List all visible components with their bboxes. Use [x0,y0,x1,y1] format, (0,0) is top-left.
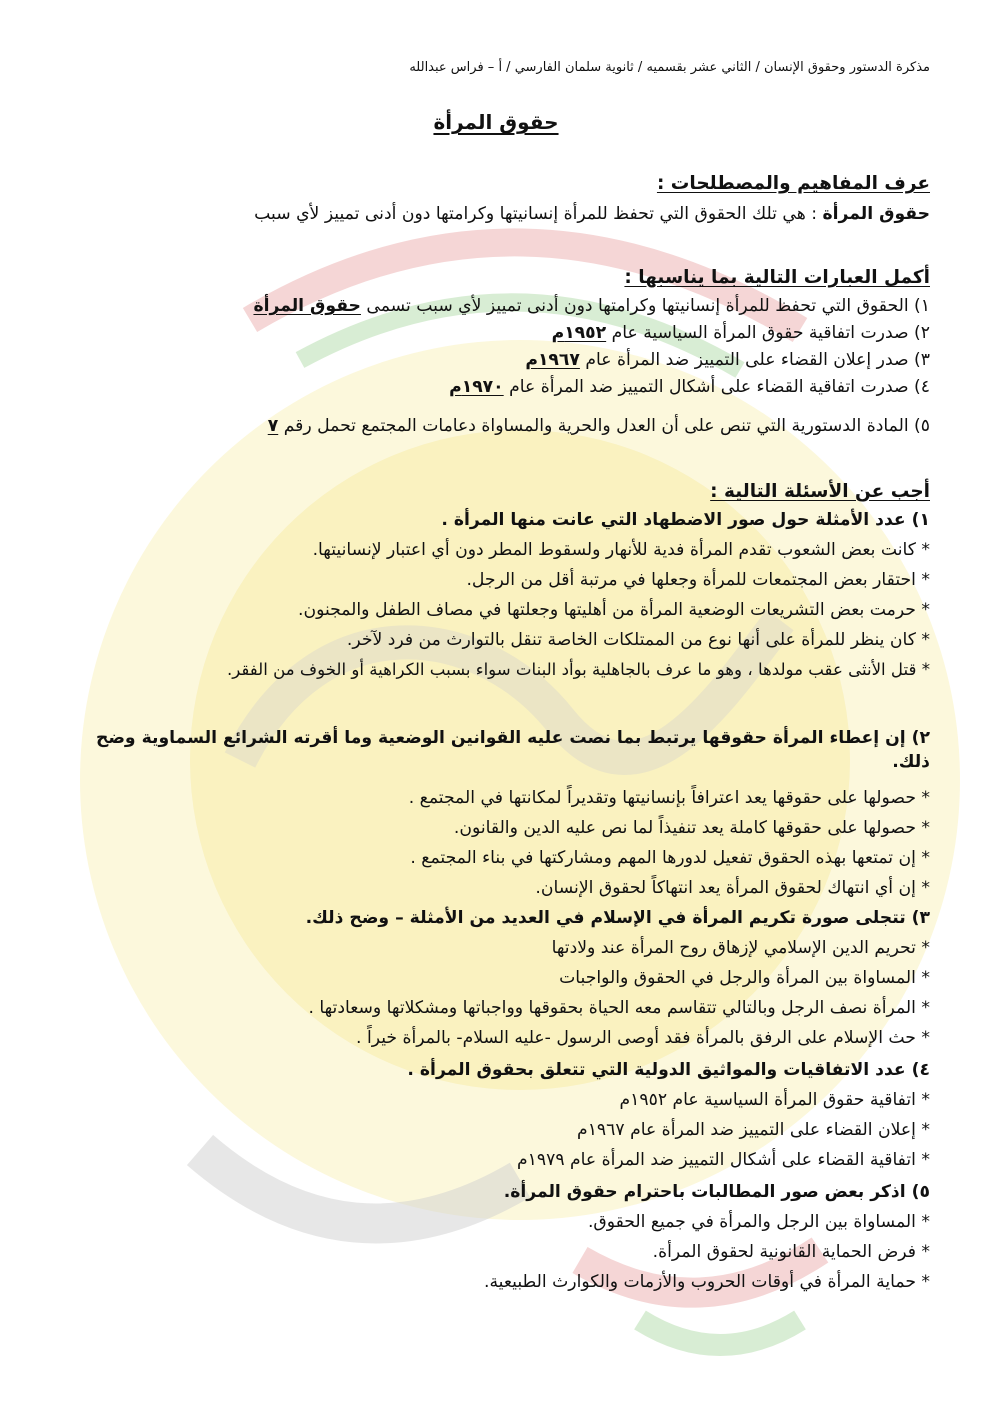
complete-answer: حقوق المرأة [253,296,361,316]
q3-point: * المرأة نصف الرجل وبالتالي تتقاسم معه الحياة بحقوقها وواجباتها ومشكلاتها وسعادتها . [308,998,930,1018]
q1-point: * احتقار بعض المجتمعات للمرأة وجعلها في مرتبة أقل من الرجل. [466,570,930,590]
q3-point: * المساواة بين المرأة والرجل في الحقوق والواجبات [559,968,930,988]
q5-point: * حماية المرأة في أوقات الحروب والأزمات والكوارث الطبيعية. [483,1272,930,1292]
complete-answer: ١٩٥٢م [551,323,607,343]
complete-item: ٢) صدرت اتفاقية حقوق المرأة السياسية عام ١٩٥٢م [551,323,930,343]
q1-point: * قتل الأنثى عقب مولدها ، وهو ما عرف بالجاهلية بوأد البنات سواء بسبب الكراهية أو الخوف من الفقر. [226,660,930,679]
definition-line [40,202,930,226]
q5-point: * المساواة بين الرجل والمرأة في جميع الحقوق. [587,1212,930,1232]
question-3: ٣) تتجلى صورة تكريم المرأة في الإسلام في العديد من الأمثلة – وضح ذلك. [305,908,930,928]
q1-point: * حرمت بعض التشريعات الوضعية المرأة من أهليتها وجعلتها في مصاف الطفل والمجنون. [297,600,930,620]
q2-point: * إن أي انتهاك لحقوق المرأة يعد انتهاكاً لحقوق الإنسان. [535,878,930,898]
q3-point: * تحريم الدين الإسلامي لإزهاق روح المرأة عند ولادتها [551,938,930,958]
q2-point: * حصولها على حقوقها يعد اعترافاً بإنسانيتها وتقديراً لمكانتها في المجتمع . [408,788,930,808]
complete-heading: أكمل العبارات التالية بما يناسبها : [624,267,930,288]
complete-item: ٤) صدرت اتفاقية القضاء على أشكال التمييز ضد المرأة عام ١٩٧٠م [449,377,930,397]
q1-point: * كانت بعض الشعوب تقدم المرأة فدية للأنهار ولسقوط المطر دون أي اعتبار لإنسانيتها. [312,540,930,560]
answer-heading: أجب عن الأسئلة التالية : [710,481,930,502]
q1-point: * كان ينظر للمرأة على أنها نوع من الممتلكات الخاصة تنقل بالتوارث من فرد لآخر. [346,630,930,650]
complete-item: ١) الحقوق التي تحفظ للمرأة إنسانيتها وكرامتها دون أدنى تمييز لأي سبب تسمى حقوق المرأة [253,296,930,316]
q5-point: * فرض الحماية القانونية لحقوق المرأة. [652,1242,930,1262]
complete-item: ٥) المادة الدستورية التي تنص على أن العدل والحرية والمساواة دعامات المجتمع تحمل رقم ٧ [267,416,930,436]
question-2: ٢) إن إعطاء المرأة حقوقها يرتبط بما نصت عليه القوانين الوضعية وما أقرته الشرائع السماوية وضح ذلك. [95,728,930,772]
page-header: مذكرة الدستور وحقوق الإنسان / الثاني عشر بقسميه / ثانوية سلمان الفارسي / أ – فراس عبدالله [409,60,930,75]
complete-answer: ١٩٧٠م [449,377,504,397]
definition-text: : هي تلك الحقوق التي تحفظ للمرأة إنسانيتها وكرامتها دون أدنى تمييز لأي سبب [254,204,823,224]
page-title: حقوق المرأة [433,110,559,134]
q4-point: * إعلان القضاء على التمييز ضد المرأة عام ١٩٦٧م [577,1120,930,1140]
complete-item: ٣) صدر إعلان القضاء على التمييز ضد المرأة عام ١٩٦٧م [525,350,930,370]
question-1: ١) عدد الأمثلة حول صور الاضطهاد التي عانت منها المرأة . [441,510,930,530]
definition-term: حقوق المرأة [822,204,930,224]
question-4: ٤) عدد الاتفاقيات والمواثيق الدولية التي تتعلق بحقوق المرأة . [407,1060,930,1080]
complete-answer: ٧ [267,416,279,436]
definitions-heading: عرف المفاهيم والمصطلحات : [656,173,930,194]
q3-point: * حث الإسلام على الرفق بالمرأة فقد أوصى الرسول -عليه السلام- بالمرأة خيراً . [356,1028,930,1048]
question-5: ٥) اذكر بعض صور المطالبات باحترام حقوق المرأة. [503,1182,930,1202]
q2-point: * إن تمتعها بهذه الحقوق تفعيل لدورها المهم ومشاركتها في بناء المجتمع . [410,848,930,868]
q2-point: * حصولها على حقوقها كاملة يعد تنفيذاً لما نص عليه الدين والقانون. [453,818,930,838]
q4-point: * اتفاقية حقوق المرأة السياسية عام ١٩٥٢م [619,1090,930,1110]
q4-point: * اتفاقية القضاء على أشكال التمييز ضد المرأة عام ١٩٧٩م [516,1150,930,1170]
complete-answer: ١٩٦٧م [525,350,580,370]
